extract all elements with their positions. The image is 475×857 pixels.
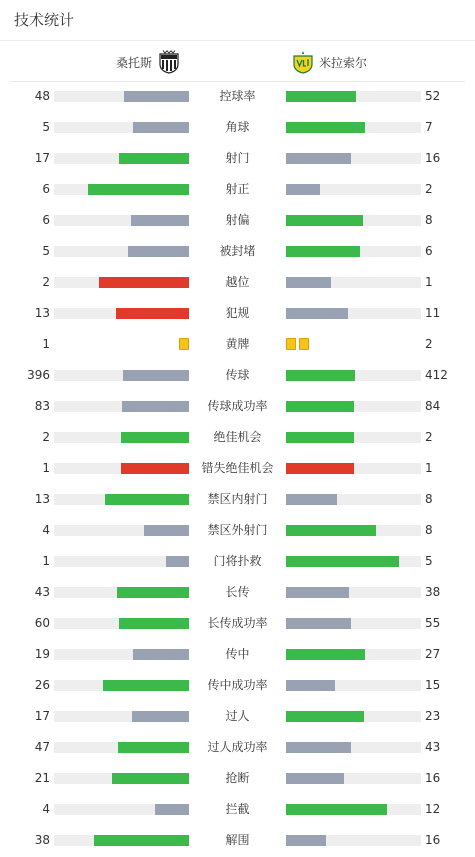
home-bar-track: [54, 308, 189, 319]
home-value: 2: [42, 430, 50, 444]
away-bar-track: [286, 463, 421, 474]
home-value: 21: [34, 771, 50, 785]
santos-crest-icon: [158, 50, 180, 74]
away-bar-fill: [286, 742, 351, 753]
stat-row: [0, 639, 475, 670]
away-bar-track: [286, 432, 421, 443]
away-bar-track: [286, 773, 421, 784]
home-bar-fill: [119, 618, 189, 629]
away-bar-track: [286, 680, 421, 691]
away-bar-fill: [286, 308, 348, 319]
away-bar-fill: [286, 215, 363, 226]
away-value: 2: [425, 337, 433, 351]
away-bar-fill: [286, 773, 344, 784]
home-value: 48: [34, 89, 50, 103]
away-value: 16: [425, 151, 441, 165]
stat-label: 黄牌: [225, 337, 250, 351]
home-bar-fill: [128, 246, 189, 257]
home-bar-fill: [155, 804, 189, 815]
stat-row: [0, 360, 475, 391]
stat-row: [0, 81, 475, 112]
away-bar-fill: [286, 711, 364, 722]
home-value: 38: [34, 833, 50, 847]
home-bar-track: [54, 370, 189, 381]
home-bar-track: [54, 649, 189, 660]
home-bar-fill: [123, 370, 189, 381]
away-value: 8: [425, 492, 433, 506]
away-bar-track: [286, 308, 421, 319]
home-value: 17: [34, 709, 50, 723]
home-bar-fill: [124, 91, 189, 102]
away-bar-track: [286, 246, 421, 257]
home-bar-track: [54, 587, 189, 598]
home-bar-fill: [117, 587, 189, 598]
stat-label: 传球成功率: [207, 399, 268, 413]
away-team[interactable]: [293, 50, 367, 74]
home-value: 6: [42, 182, 50, 196]
away-bar-track: [286, 556, 421, 567]
stat-label: 过人成功率: [207, 740, 268, 754]
home-value: 1: [42, 461, 50, 475]
home-value: 13: [34, 492, 50, 506]
home-bar-fill: [105, 494, 189, 505]
stat-label: 射偏: [225, 213, 250, 227]
away-bar-fill: [286, 277, 331, 288]
home-value: 5: [42, 120, 50, 134]
home-bar-fill: [166, 556, 189, 567]
stat-row: [0, 205, 475, 236]
home-value: 1: [42, 554, 50, 568]
away-bar-fill: [286, 463, 354, 474]
away-bar-track: [286, 804, 421, 815]
away-bar-track: [286, 835, 421, 846]
away-bar-fill: [286, 184, 320, 195]
stat-row: [0, 422, 475, 453]
home-bar-fill: [132, 711, 189, 722]
away-yellow-cards: [286, 338, 309, 350]
away-value: 2: [425, 430, 433, 444]
away-value: 55: [425, 616, 441, 630]
home-bar-fill: [112, 773, 189, 784]
stat-row: [0, 236, 475, 267]
stat-label: 长传成功率: [207, 616, 268, 630]
away-value: 43: [425, 740, 441, 754]
stat-label: 拦截: [225, 802, 250, 816]
home-bar-track: [54, 432, 189, 443]
away-bar-track: [286, 277, 421, 288]
away-bar-fill: [286, 556, 399, 567]
away-value: 412: [425, 368, 448, 382]
home-bar-track: [54, 91, 189, 102]
stat-row: [0, 329, 475, 360]
away-value: 16: [425, 833, 441, 847]
home-bar-track: [54, 680, 189, 691]
stat-label: 传中成功率: [207, 678, 268, 692]
stat-row: [0, 608, 475, 639]
away-bar-track: [286, 370, 421, 381]
stat-label: 犯规: [225, 306, 250, 320]
home-bar-track: [54, 277, 189, 288]
stat-label: 控球率: [219, 89, 256, 103]
home-bar-track: [54, 122, 189, 133]
stat-row: [0, 484, 475, 515]
away-bar-track: [286, 153, 421, 164]
away-bar-fill: [286, 401, 354, 412]
stat-row: [0, 453, 475, 484]
home-bar-track: [54, 804, 189, 815]
away-value: 84: [425, 399, 441, 413]
stat-label: 传球: [225, 368, 250, 382]
away-bar-track: [286, 618, 421, 629]
away-value: 15: [425, 678, 441, 692]
away-bar-track: [286, 711, 421, 722]
away-bar-track: [286, 494, 421, 505]
stat-label: 射正: [225, 182, 250, 196]
away-value: 23: [425, 709, 441, 723]
away-value: 5: [425, 554, 433, 568]
away-value: 27: [425, 647, 441, 661]
away-value: 2: [425, 182, 433, 196]
home-bar-fill: [131, 215, 189, 226]
home-bar-fill: [122, 401, 189, 412]
stat-label: 被封堵: [219, 244, 256, 258]
stat-label: 解围: [225, 833, 250, 847]
away-bar-fill: [286, 618, 351, 629]
home-value: 13: [34, 306, 50, 320]
stat-label: 角球: [225, 120, 250, 134]
home-bar-fill: [121, 432, 189, 443]
home-value: 43: [34, 585, 50, 599]
away-bar-track: [286, 742, 421, 753]
stat-label: 射门: [225, 151, 250, 165]
home-value: 47: [34, 740, 50, 754]
stat-row: [0, 298, 475, 329]
away-bar-fill: [286, 91, 356, 102]
stat-label: 禁区内射门: [207, 492, 268, 506]
mirassol-crest-icon: [293, 50, 313, 74]
stat-label: 长传: [225, 585, 250, 599]
away-value: 8: [425, 523, 433, 537]
stat-label: 过人: [225, 709, 250, 723]
home-bar-track: [54, 215, 189, 226]
away-bar-fill: [286, 246, 360, 257]
away-bar-fill: [286, 680, 335, 691]
home-bar-track: [54, 773, 189, 784]
stat-row: [0, 112, 475, 143]
home-value: 6: [42, 213, 50, 227]
away-bar-track: [286, 91, 421, 102]
page-title: 技术统计: [14, 11, 75, 29]
stat-row: [0, 670, 475, 701]
stat-row: [0, 794, 475, 825]
stat-row: [0, 825, 475, 856]
away-bar-track: [286, 122, 421, 133]
home-bar-fill: [144, 525, 189, 536]
away-value: 7: [425, 120, 433, 134]
stat-row: [0, 701, 475, 732]
home-yellow-cards: [179, 338, 189, 350]
home-value: 1: [42, 337, 50, 351]
home-team[interactable]: [116, 50, 180, 74]
away-bar-fill: [286, 525, 376, 536]
away-bar-track: [286, 401, 421, 412]
yellow-card-icon: [299, 338, 309, 350]
yellow-card-icon: [179, 338, 189, 350]
home-bar-track: [54, 463, 189, 474]
home-value: 26: [34, 678, 50, 692]
away-value: 52: [425, 89, 441, 103]
home-bar-track: [54, 835, 189, 846]
home-value: 83: [34, 399, 50, 413]
away-bar-track: [286, 525, 421, 536]
stat-row: [0, 732, 475, 763]
home-bar-fill: [99, 277, 189, 288]
home-bar-track: [54, 711, 189, 722]
home-value: 60: [34, 616, 50, 630]
stat-label: 绝佳机会: [213, 430, 262, 444]
home-bar-fill: [103, 680, 189, 691]
home-bar-track: [54, 556, 189, 567]
team-header: [10, 41, 465, 82]
stat-row: [0, 763, 475, 794]
stat-label: 门将扑救: [213, 554, 262, 568]
away-bar-fill: [286, 804, 387, 815]
away-bar-track: [286, 215, 421, 226]
home-bar-track: [54, 494, 189, 505]
away-value: 38: [425, 585, 441, 599]
stat-label: 抢断: [225, 771, 250, 785]
away-value: 11: [425, 306, 441, 320]
away-bar-fill: [286, 587, 349, 598]
away-value: 1: [425, 461, 433, 475]
home-bar-track: [54, 184, 189, 195]
away-team-name: 米拉索尔: [319, 55, 368, 70]
away-bar-fill: [286, 370, 355, 381]
stat-row: [0, 267, 475, 298]
stat-row: [0, 174, 475, 205]
away-value: 16: [425, 771, 441, 785]
home-value: 17: [34, 151, 50, 165]
away-value: 1: [425, 275, 433, 289]
away-value: 12: [425, 802, 441, 816]
stat-row: [0, 391, 475, 422]
stat-row: [0, 577, 475, 608]
away-value: 6: [425, 244, 433, 258]
away-bar-fill: [286, 432, 354, 443]
home-value: 19: [34, 647, 50, 661]
home-value: 396: [27, 368, 50, 382]
home-bar-track: [54, 525, 189, 536]
home-value: 4: [42, 802, 50, 816]
home-bar-track: [54, 618, 189, 629]
home-bar-fill: [118, 742, 189, 753]
away-bar-fill: [286, 835, 326, 846]
away-bar-fill: [286, 649, 365, 660]
stat-row: [0, 546, 475, 577]
stat-label: 越位: [225, 275, 250, 289]
away-bar-fill: [286, 494, 337, 505]
away-bar-fill: [286, 153, 351, 164]
away-bar-track: [286, 184, 421, 195]
yellow-card-icon: [286, 338, 296, 350]
home-bar-fill: [116, 308, 189, 319]
stat-label: 错失绝佳机会: [201, 461, 274, 475]
home-bar-fill: [121, 463, 189, 474]
home-bar-track: [54, 742, 189, 753]
stat-row: [0, 515, 475, 546]
home-value: 2: [42, 275, 50, 289]
home-bar-fill: [133, 649, 189, 660]
home-bar-fill: [88, 184, 189, 195]
stats-list: [0, 81, 475, 856]
home-bar-fill: [94, 835, 189, 846]
home-bar-track: [54, 401, 189, 412]
away-value: 8: [425, 213, 433, 227]
home-bar-fill: [119, 153, 189, 164]
home-value: 5: [42, 244, 50, 258]
away-bar-track: [286, 587, 421, 598]
home-bar-track: [54, 246, 189, 257]
stat-row: [0, 143, 475, 174]
home-team-name: 桑托斯: [115, 55, 152, 70]
home-bar-track: [54, 153, 189, 164]
home-value: 4: [42, 523, 50, 537]
stat-label: 禁区外射门: [207, 523, 268, 537]
away-bar-fill: [286, 122, 365, 133]
home-bar-fill: [133, 122, 189, 133]
away-bar-track: [286, 649, 421, 660]
stat-label: 传中: [225, 647, 250, 661]
